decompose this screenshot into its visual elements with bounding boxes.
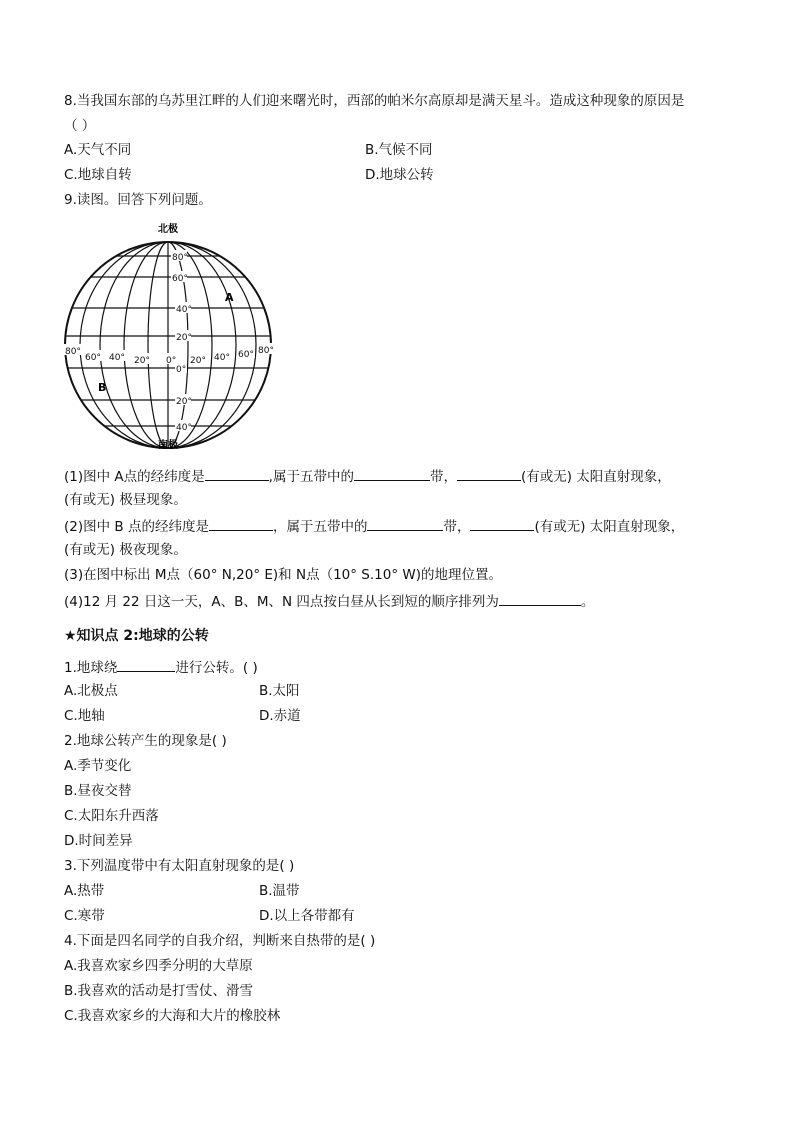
q8-option-a: A.天气不同	[64, 142, 132, 158]
s2q2-stem: 2.地球公转产生的现象是( )	[64, 733, 227, 749]
s2q3-option-b: B.温带	[259, 883, 300, 899]
s2q2-option-b: B.昼夜交替	[64, 783, 132, 799]
lon-label: 20°	[190, 356, 206, 366]
q8-answer-bracket: （ ）	[64, 118, 96, 134]
lat-label: 20°	[176, 333, 192, 343]
s2q1-option-b: B.太阳	[259, 683, 300, 699]
lon-label: 80°	[65, 347, 81, 357]
s2q4-option-b: B.我喜欢的活动是打雪仗、滑雪	[64, 983, 254, 999]
answer-blank[interactable]	[209, 516, 273, 531]
s2q3-option-a: A.热带	[64, 883, 105, 899]
q9-stem: 9.读图。回答下列问题。	[64, 192, 212, 208]
s2q1-stem: 1.地球绕 进行公转。( )	[64, 657, 258, 677]
lon-label: 20°	[134, 356, 150, 366]
s2q4-option-a: A.我喜欢家乡四季分明的大草原	[64, 958, 253, 974]
lat-label: 40°	[176, 423, 192, 433]
north-pole-label: 北极	[158, 224, 178, 235]
s2q2-option-c: C.太阳东升西落	[64, 808, 159, 824]
lat-label: 40°	[176, 305, 192, 315]
q8-option-b: B.气候不同	[365, 142, 433, 158]
q9-sub1-line2: (有或无) 极昼现象。	[64, 492, 187, 508]
answer-blank[interactable]	[457, 466, 521, 481]
south-pole-label: 南极	[158, 440, 178, 450]
lat-label: 60°	[172, 274, 188, 284]
answer-blank[interactable]	[205, 466, 269, 481]
lat-label: 0°	[176, 365, 187, 375]
s2q3-stem: 3.下列温度带中有太阳直射现象的是( )	[64, 858, 295, 874]
s2q4-option-c: C.我喜欢家乡的大海和大片的橡胶林	[64, 1008, 281, 1024]
lon-label: 60°	[85, 353, 101, 363]
answer-blank[interactable]	[117, 657, 175, 672]
answer-blank[interactable]	[354, 466, 430, 481]
lon-label: 60°	[238, 350, 254, 360]
lon-label: 0°	[166, 356, 177, 366]
answer-blank[interactable]	[470, 516, 534, 531]
q9-sub1-line1: (1)图中 A点的经纬度是 ,属于五带中的 带， (有或无) 太阳直射现象，	[64, 466, 671, 486]
globe-figure	[62, 220, 282, 450]
lon-label: 40°	[214, 353, 230, 363]
q8-option-c: C.地球自转	[64, 167, 132, 183]
s2q2-option-a: A.季节变化	[64, 758, 132, 774]
lat-label: 80°	[172, 253, 188, 263]
s2q3-option-d: D.以上各带都有	[259, 908, 355, 924]
q8-stem-line1: 8.当我国东部的乌苏里江畔的人们迎来曙光时，西部的帕米尔高原却是满天星斗。造成这种现象的原因是	[64, 93, 685, 109]
q9-sub2-line1: (2)图中 B 点的经纬度是 ，属于五带中的 带， (有或无) 太阳直射现象，	[64, 516, 684, 536]
lon-label: 40°	[109, 353, 125, 363]
q9-sub4: (4)12 月 22 日这一天，A、B、M、N 四点按白昼从长到短的顺序排列为 。	[64, 591, 594, 611]
s2q1-option-c: C.地轴	[64, 708, 105, 724]
section-heading: ★知识点 2:地球的公转	[64, 628, 209, 644]
s2q1-option-d: D.赤道	[259, 708, 301, 724]
q9-sub3: (3)在图中标出 M点（60° N,20° E)和 N点（10° S.10° W)的地理位置。	[64, 567, 502, 583]
s2q4-stem: 4.下面是四名同学的自我介绍，判断来自热带的是( )	[64, 933, 376, 949]
point-b-label: B	[98, 381, 107, 394]
s2q2-option-d: D.时间差异	[64, 833, 133, 849]
lon-label: 80°	[258, 346, 274, 356]
q9-sub2-line2: (有或无) 极夜现象。	[64, 542, 187, 558]
s2q3-option-c: C.寒带	[64, 908, 105, 924]
q8-option-d: D.地球公转	[365, 167, 434, 183]
s2q1-option-a: A.北极点	[64, 683, 118, 699]
answer-blank[interactable]	[499, 591, 581, 606]
point-a-label: A	[225, 291, 234, 304]
lat-label: 20°	[176, 397, 192, 407]
answer-blank[interactable]	[367, 516, 443, 531]
